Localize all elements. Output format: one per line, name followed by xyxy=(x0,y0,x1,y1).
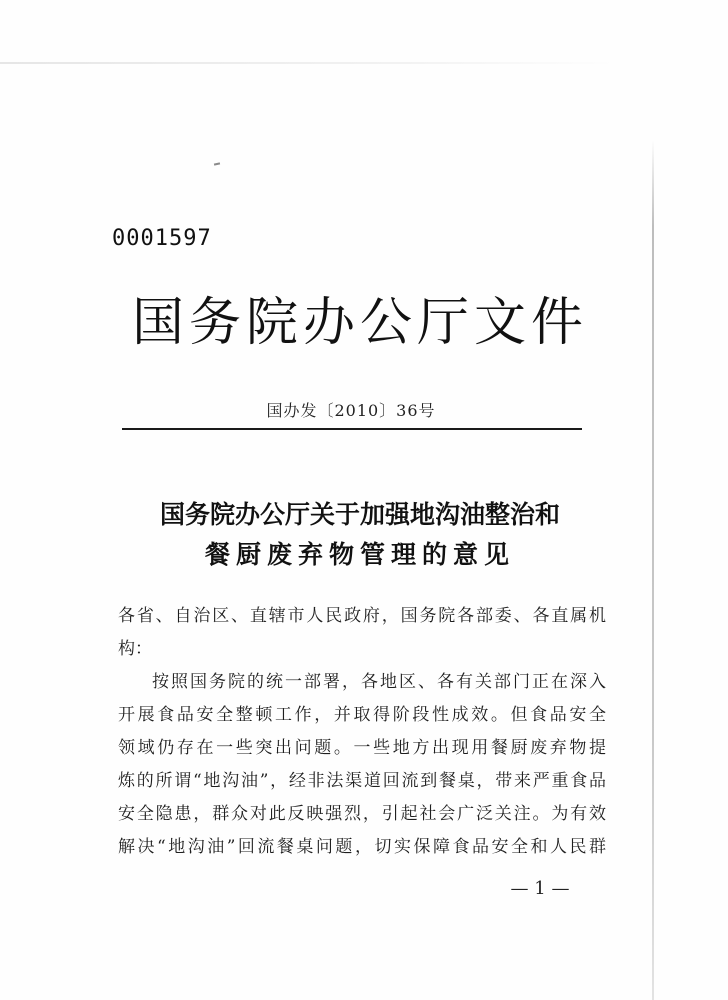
body-line: 领域仍存在一些突出问题。一些地方出现用餐厨废弃物提 xyxy=(118,738,606,758)
scan-edge-right xyxy=(652,140,654,1000)
document-title xyxy=(100,495,620,575)
body-line: 开展食品安全整顿工作，并取得阶段性成效。但食品安全 xyxy=(118,705,606,725)
header-divider xyxy=(122,428,582,430)
body-line: 安全隐患，群众对此反映强烈，引起社会广泛关注。为有效 xyxy=(118,804,606,824)
document-title-line-2: 餐厨废弃物管理的意见 xyxy=(204,540,515,569)
scan-edge-top xyxy=(0,62,728,64)
scan-speck xyxy=(214,162,220,165)
body-line: 解决“地沟油”回流餐桌问题，切实保障食品安全和人民群 xyxy=(118,837,606,857)
body-line-addressee-end: 构： xyxy=(118,639,152,659)
page-number: — 1 — xyxy=(510,878,570,899)
body-line: 按照国务院的统一部署，各地区、各有关部门正在深入 xyxy=(152,672,606,692)
document-number: 国办发〔2010〕36号 xyxy=(266,401,436,420)
document-title-line-1: 国务院办公厅关于加强地沟油整治和 xyxy=(159,500,560,529)
body-line-addressee: 各省、自治区、直辖市人民政府，国务院各部委、各直属机 xyxy=(118,606,606,626)
document-body xyxy=(118,600,606,864)
serial-number: 0001597 xyxy=(112,226,212,251)
issuer-header: 国务院办公厅文件 xyxy=(131,293,588,353)
body-line: 炼的所谓“地沟油”，经非法渠道回流到餐桌，带来严重食品 xyxy=(118,771,606,791)
